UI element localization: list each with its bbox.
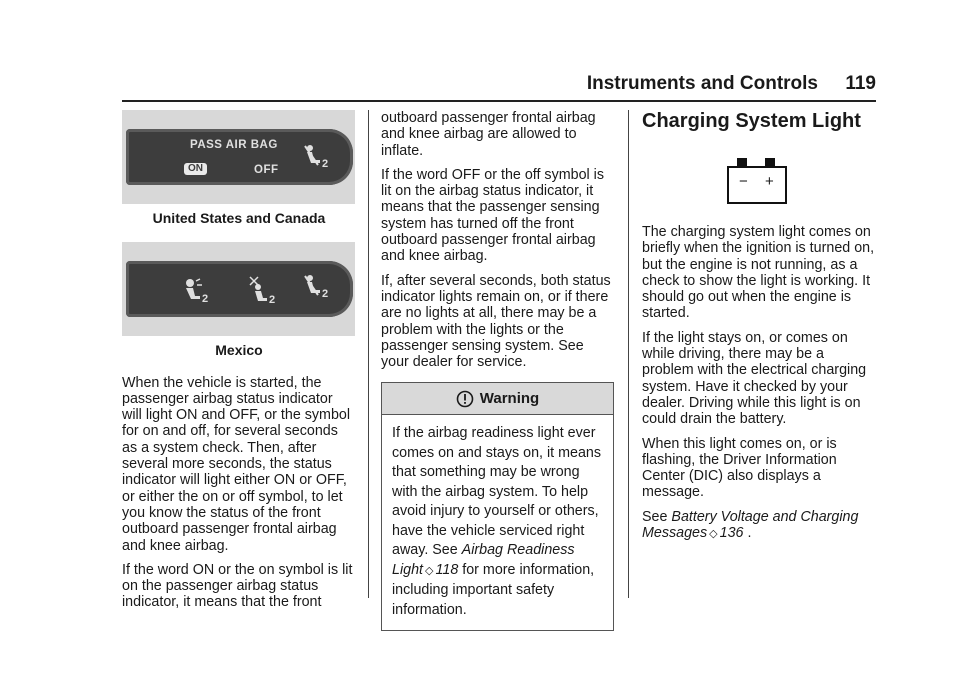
body-paragraph: outboard passenger frontal airbag and knee airbag are allowed to inflate.: [381, 110, 596, 159]
column-divider: [628, 110, 629, 598]
page-header: [122, 60, 876, 102]
body-paragraph: The charging system light comes on briefly when the ignition is turned on, but the engine is not running, as a check to show the light is working. It should go out when the engine is started.: [642, 224, 875, 322]
body-paragraph: When this light comes on, or is flashing, the Driver Information Center (DIC) also displays a message.: [642, 435, 837, 501]
battery-plus: +: [765, 173, 774, 190]
svg-text:2: 2: [322, 288, 329, 301]
warning-text: for more information, including important safety information.: [392, 561, 595, 618]
svg-text:2: 2: [322, 158, 329, 170]
passenger-airbag-disabled-icon: [248, 275, 278, 305]
battery-icon: [727, 158, 791, 224]
battery-minus: −: [739, 173, 748, 190]
figure-caption-us: United States and Canada: [152, 210, 326, 226]
section-title: Instruments and Controls: [586, 73, 818, 94]
airbag-readiness-link[interactable]: Airbag Readiness Light: [392, 542, 575, 578]
column-1: [122, 110, 356, 619]
body-paragraph: If the word OFF or the off symbol is lit on the airbag status indicator, it means that the passenger sensing system has turned off the front outboard passenger frontal airbag and knee airbag.: [381, 166, 605, 265]
airbag-indicator-us-image: [122, 110, 355, 204]
column-divider: [368, 110, 369, 598]
passenger-airbag-on-icon: [182, 277, 212, 305]
column-3: [642, 110, 877, 550]
off-label: OFF: [254, 164, 279, 176]
warning-title: Warning: [479, 389, 540, 407]
body-paragraph: When the vehicle is started, the passenger airbag status indicator will light ON and OFF, or the symbol for on and off, for several seconds as a system check. Then, after several more seconds, the status indicator will light either ON or OFF, or either the on or off symbol, to let you know the status of the front outboard passenger frontal airbag and knee airbag.: [122, 374, 351, 554]
body-paragraph: If, after several seconds, both status indicator lights remain on, or if there are no lights at all, there may be a problem with the lights or the passenger sensing system. See your dealer for service.: [381, 272, 611, 371]
svg-text:2: 2: [202, 293, 209, 306]
column-2: [381, 110, 614, 631]
battery-voltage-link[interactable]: Battery Voltage and Charging Messages: [642, 508, 859, 542]
page-ref-icon: ◇: [709, 528, 718, 541]
on-label: ON: [184, 163, 207, 175]
warning-body: [382, 415, 613, 630]
warning-icon: [456, 390, 474, 408]
body-paragraph: If the light stays on, or comes on while driving, there may be a problem with the electrical charging system. Have it checked by your dealer. Driving while this light is on could drain the battery.: [642, 329, 867, 428]
page-ref-number[interactable]: 118: [435, 561, 459, 578]
passenger-airbag-off-icon: [302, 273, 332, 301]
svg-text:2: 2: [269, 294, 276, 306]
passenger-airbag-off-icon: [302, 143, 332, 171]
figure-caption-mexico: Mexico: [215, 342, 263, 359]
see-reference: See Battery Voltage and Charging Messages ◇ 136 .: [642, 508, 859, 542]
warning-text: If the airbag readiness light ever comes on and stays on, it means that something may be wrong with the airbag system. To help avoid injury to yourself or others, have the vehicle serviced right away. See: [392, 425, 602, 559]
section-heading: Charging System Light: [642, 110, 861, 132]
warning-header: [382, 383, 613, 415]
airbag-indicator-mexico-image: [122, 242, 355, 336]
pass-air-bag-label: PASS AIR BAG: [190, 139, 278, 151]
page-number: 119: [845, 73, 876, 94]
body-paragraph: If the word ON or the on symbol is lit on the passenger airbag status indicator, it means that the front: [122, 561, 353, 611]
page-ref-icon: ◇: [425, 564, 434, 577]
warning-box: [381, 382, 614, 631]
page-ref-number[interactable]: 136: [719, 525, 744, 542]
